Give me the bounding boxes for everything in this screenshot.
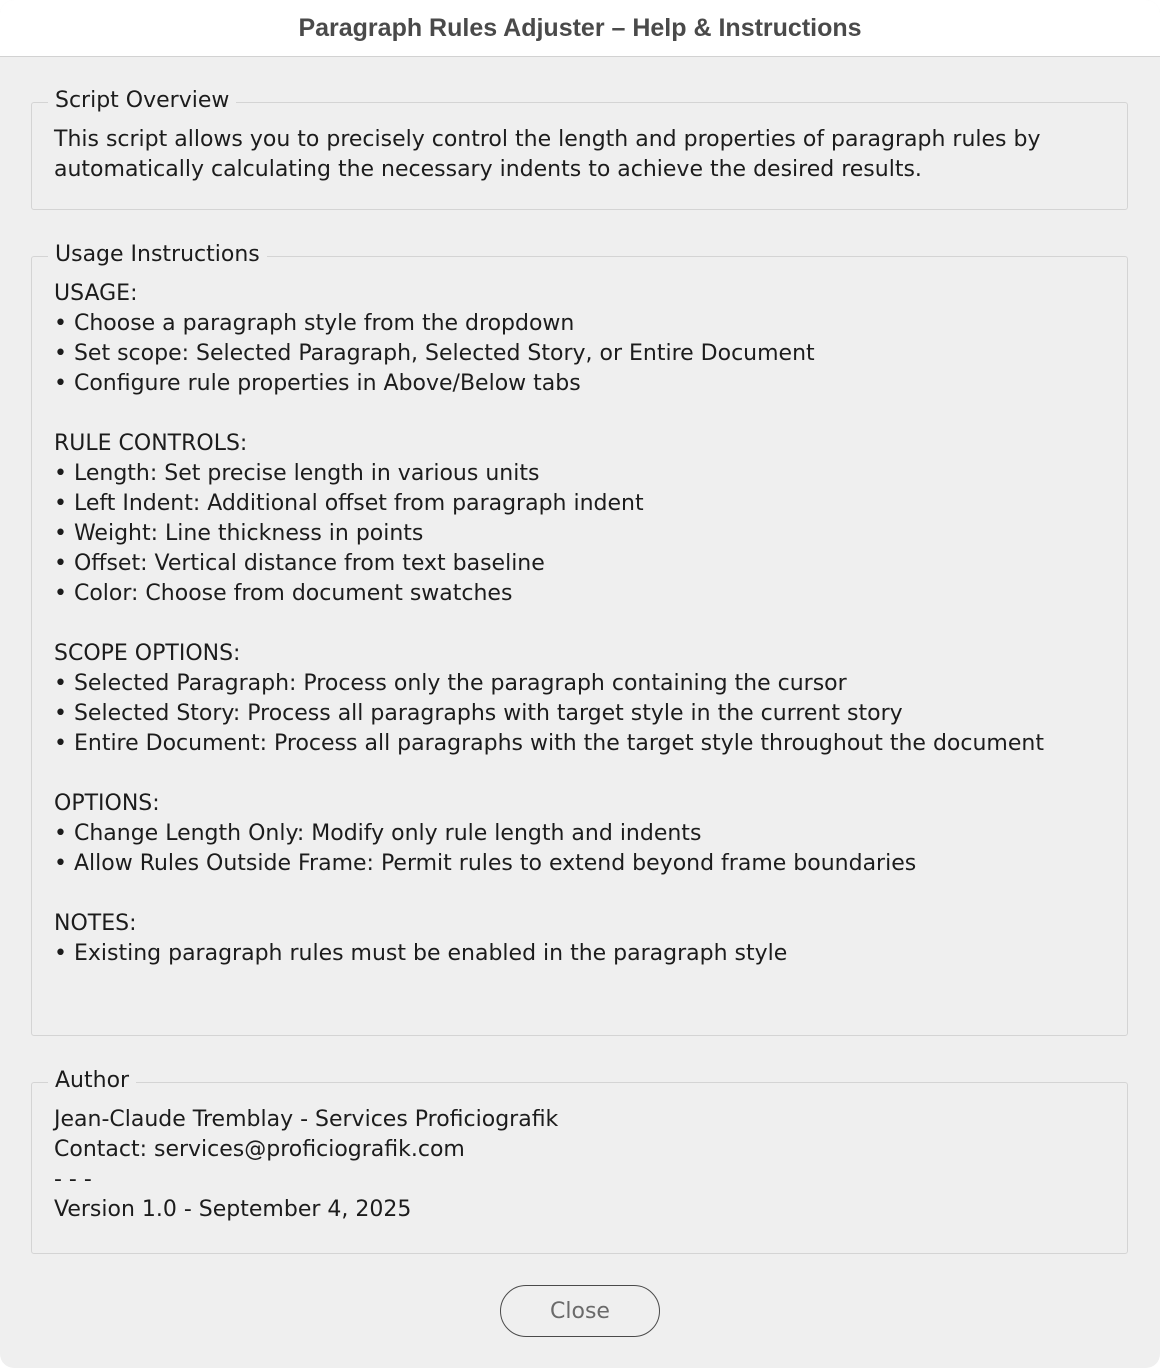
- author-text: Jean-Claude Tremblay - Services Proficiografik Contact: services@proficiografik.com - - - Version 1.0 - September 4, 2025: [54, 1107, 559, 1222]
- script-overview-panel: [31, 88, 1128, 210]
- script-overview-label: Script Overview: [48, 87, 236, 115]
- script-overview-text: This script allows you to precisely control the length and properties of paragraph rules by automatically calculating the necessary indents to achieve the desired results.: [54, 127, 1048, 182]
- close-button[interactable]: Close: [500, 1285, 660, 1337]
- usage-instructions-panel: [31, 242, 1128, 1036]
- author-panel: [31, 1068, 1128, 1254]
- usage-instructions-text: USAGE: • Choose a paragraph style from the dropdown • Set scope: Selected Paragraph, Selected Story, or Entire Document • Configure rule properties in Above/Below tabs RULE CONTROLS: • Length: Set precise length in various units • Left Indent: Additional offset from paragraph indent • Weight: Line thickness in points • Offset: Vertical distance from text baseline • Color: Choose from document swatches SCOPE OPTIONS: • Selected Paragraph: Process only the paragraph containing the cursor • Selected Story: Process all paragraphs with target style in the current story • Entire Document: Process all paragraphs with the target style throughout the document OPTIONS: • Change Length Only: Modify only rule length and indents • Allow Rules Outside Frame: Permit rules to extend beyond frame boundaries NOTES: • Existing paragraph rules must be enabled in the paragraph style: [54, 281, 1044, 966]
- usage-instructions-label: Usage Instructions: [48, 241, 267, 269]
- window-title: Paragraph Rules Adjuster – Help & Instructions: [0, 0, 1160, 57]
- author-label: Author: [48, 1067, 136, 1095]
